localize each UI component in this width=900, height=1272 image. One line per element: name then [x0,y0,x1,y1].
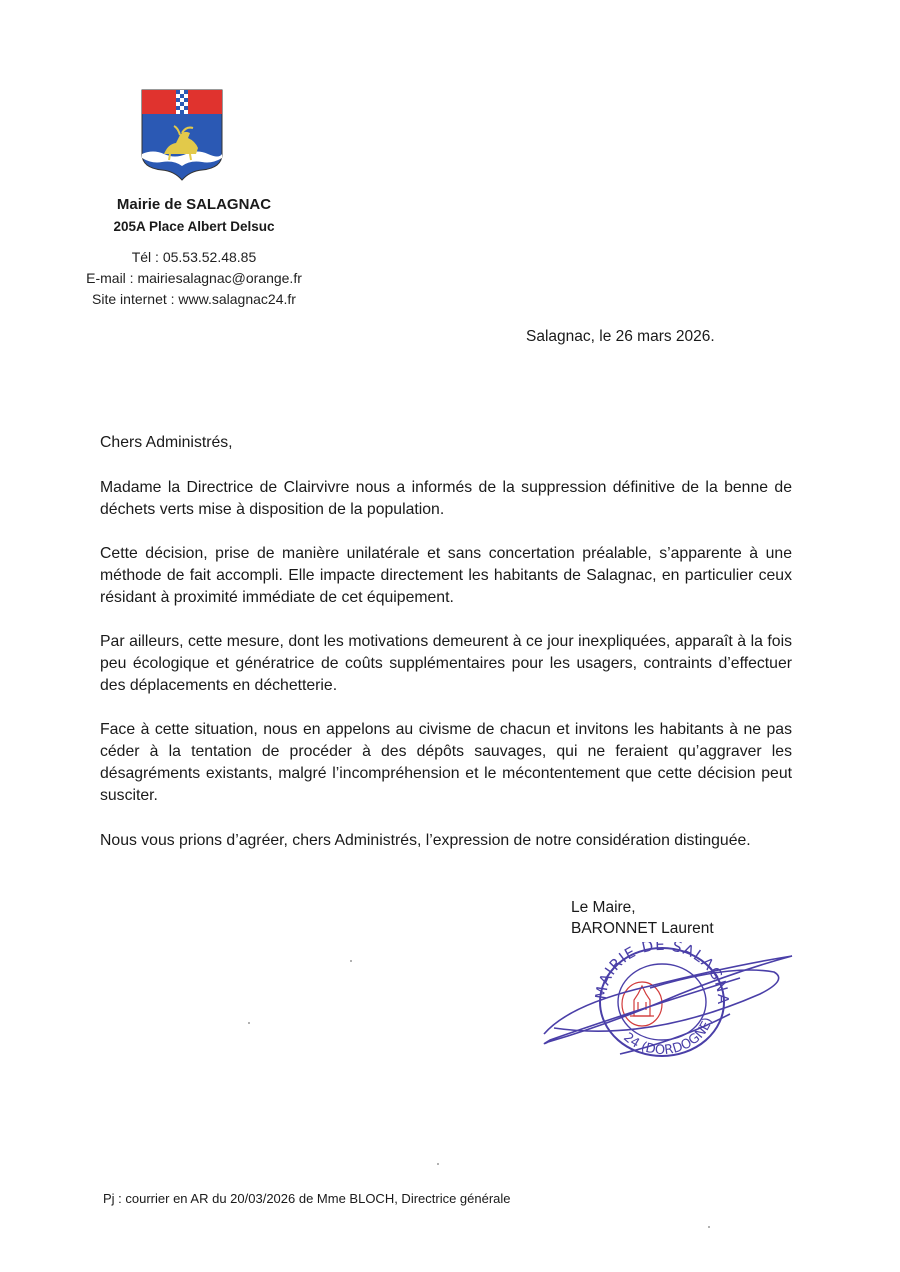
salutation: Chers Administrés, [100,434,233,451]
website: Site internet : www.salagnac24.fr [92,291,296,307]
scan-speck [350,960,352,962]
signature-name: BARONNET Laurent [571,920,714,937]
attachment-note: Pj : courrier en AR du 20/03/2026 de Mme BLOCH, Directrice générale [103,1191,511,1206]
town-hall-address: 205A Place Albert Delsuc [113,219,275,234]
paragraph: Cette décision, prise de manière unilatérale et sans concertation préalable, s’apparente à une méthode de fait accompli. Elle impacte directement les habitants de Salagnac, en particulier ceux résidant à proximité immédiate de cet équipement. [100,545,792,606]
mayor-seal-stamp [530,942,800,1060]
signature-title: Le Maire, [571,899,636,916]
paragraph: Madame la Directrice de Clairvivre nous a informés de la suppression définitive de la benne de déchets verts mise à disposition de la population. [100,479,792,518]
salagnac-coat-of-arms-icon [138,86,226,182]
town-hall-name: Mairie de SALAGNAC [116,196,272,213]
closing-formula: Nous vous prions d’agréer, chers Administrés, l’expression de notre considération distinguée. [100,832,751,849]
scan-speck [437,1163,439,1165]
paragraph: Face à cette situation, nous en appelons au civisme de chacun et invitons les habitants à ne pas céder à la tentation de procéder à des dépôts sauvages, qui ne feraient qu’aggraver les désagréments existants, malgré l’incompréhension et le mécontentement que cette décision peut susciter. [100,721,792,804]
svg-text:24 (DORDOGNE): 24 (DORDOGNE) [620,1015,717,1059]
phone-number: Tél : 05.53.52.48.85 [131,249,257,265]
svg-text:MAIRIE DE SALAGNAC: MAIRIE DE SALAGNA [591,942,733,1005]
scan-speck [708,1226,710,1228]
paragraph: Par ailleurs, cette mesure, dont les motivations demeurent à ce jour inexpliquées, apparaît à la fois peu écologique et génératrice de coûts supplémentaires pour les usagers, contraints d’effectuer des déplacements en déchetterie. [100,633,792,694]
email-address: E-mail : mairiesalagnac@orange.fr [86,270,302,286]
date-line: Salagnac, le 26 mars 2026. [526,328,715,345]
scan-speck [248,1022,250,1024]
